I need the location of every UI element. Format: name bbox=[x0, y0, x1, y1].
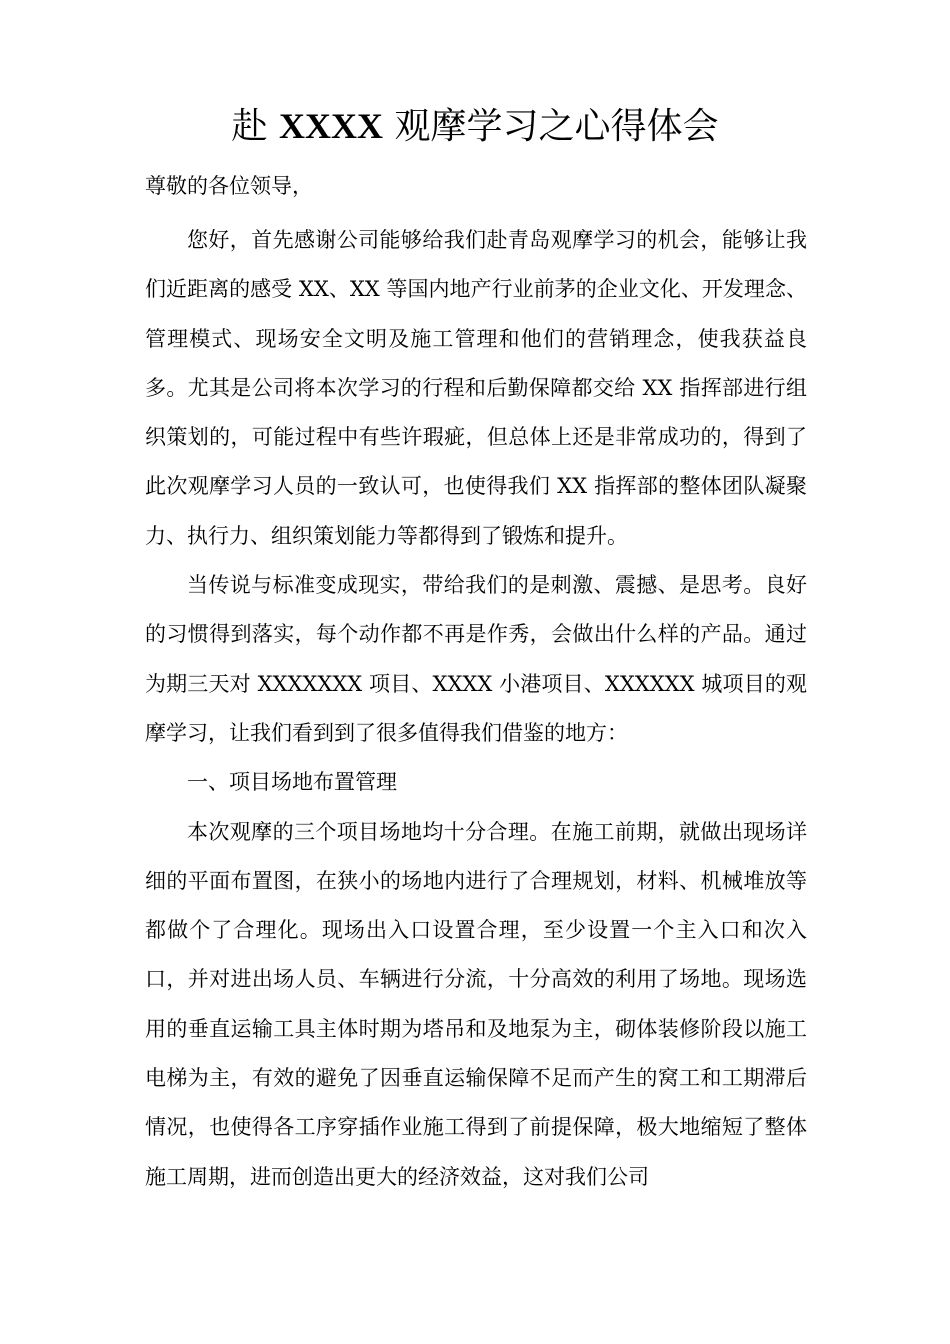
section-paragraph: 本次观摩的三个项目场地均十分合理。在施工前期，就做出现场详细的平面布置图，在狭小的场地内进行了合理规划，材料、机械堆放等都做个了合理化。现场出入口设置合理，至少设置一个主入口和次入口，并对进出场人员、车辆进行分流，十分高效的利用了场地。现场选用的垂直运输工具主体时期为塔吊和及地泵为主，砌体装修阶段以施工电梯为主，有效的避免了因垂直运输保障不足而产生的窝工和工期滞后情况，也使得各工序穿插作业施工得到了前提保障，极大地缩短了整体施工周期，进而创造出更大的经济效益，这对我们公司 bbox=[145, 819, 807, 1189]
document-body bbox=[145, 216, 807, 1202]
paragraph-intro: 您好，首先感谢公司能够给我们赴青岛观摩学习的机会，能够让我们近距离的感受 XX、XX 等国内地产行业前茅的企业文化、开发理念、管理模式、现场安全文明及施工管理和他们的营销理念，使我获益良多。尤其是公司将本次学习的行程和后勤保障都交给 XX 指挥部进行组织策划的，可能过程中有些许瑕疵，但总体上还是非常成功的，得到了此次观摩学习人员的一致认可，也使得我们 XX 指挥部的整体团队凝聚力、执行力、组织策划能力等都得到了锻炼和提升。 bbox=[145, 228, 807, 548]
salutation: 尊敬的各位领导， bbox=[145, 174, 313, 198]
section-heading: 一、项目场地布置管理 bbox=[187, 770, 397, 795]
paragraph-reflection: 当传说与标准变成现实，带给我们的是刺激、震撼、是思考。良好的习惯得到落实，每个动作都不再是作秀，会做出什么样的产品。通过为期三天对 XXXXXXX 项目、XXXX 小港项目、XXXXXX 城项目的观摩学习，让我们看到到了很多值得我们借鉴的地方： bbox=[145, 573, 807, 745]
title-prefix: 赴 bbox=[231, 106, 268, 147]
title-suffix: 观摩学习之心得体会 bbox=[394, 106, 719, 147]
title-latin: XXXX bbox=[279, 106, 383, 146]
document-title bbox=[0, 98, 950, 155]
